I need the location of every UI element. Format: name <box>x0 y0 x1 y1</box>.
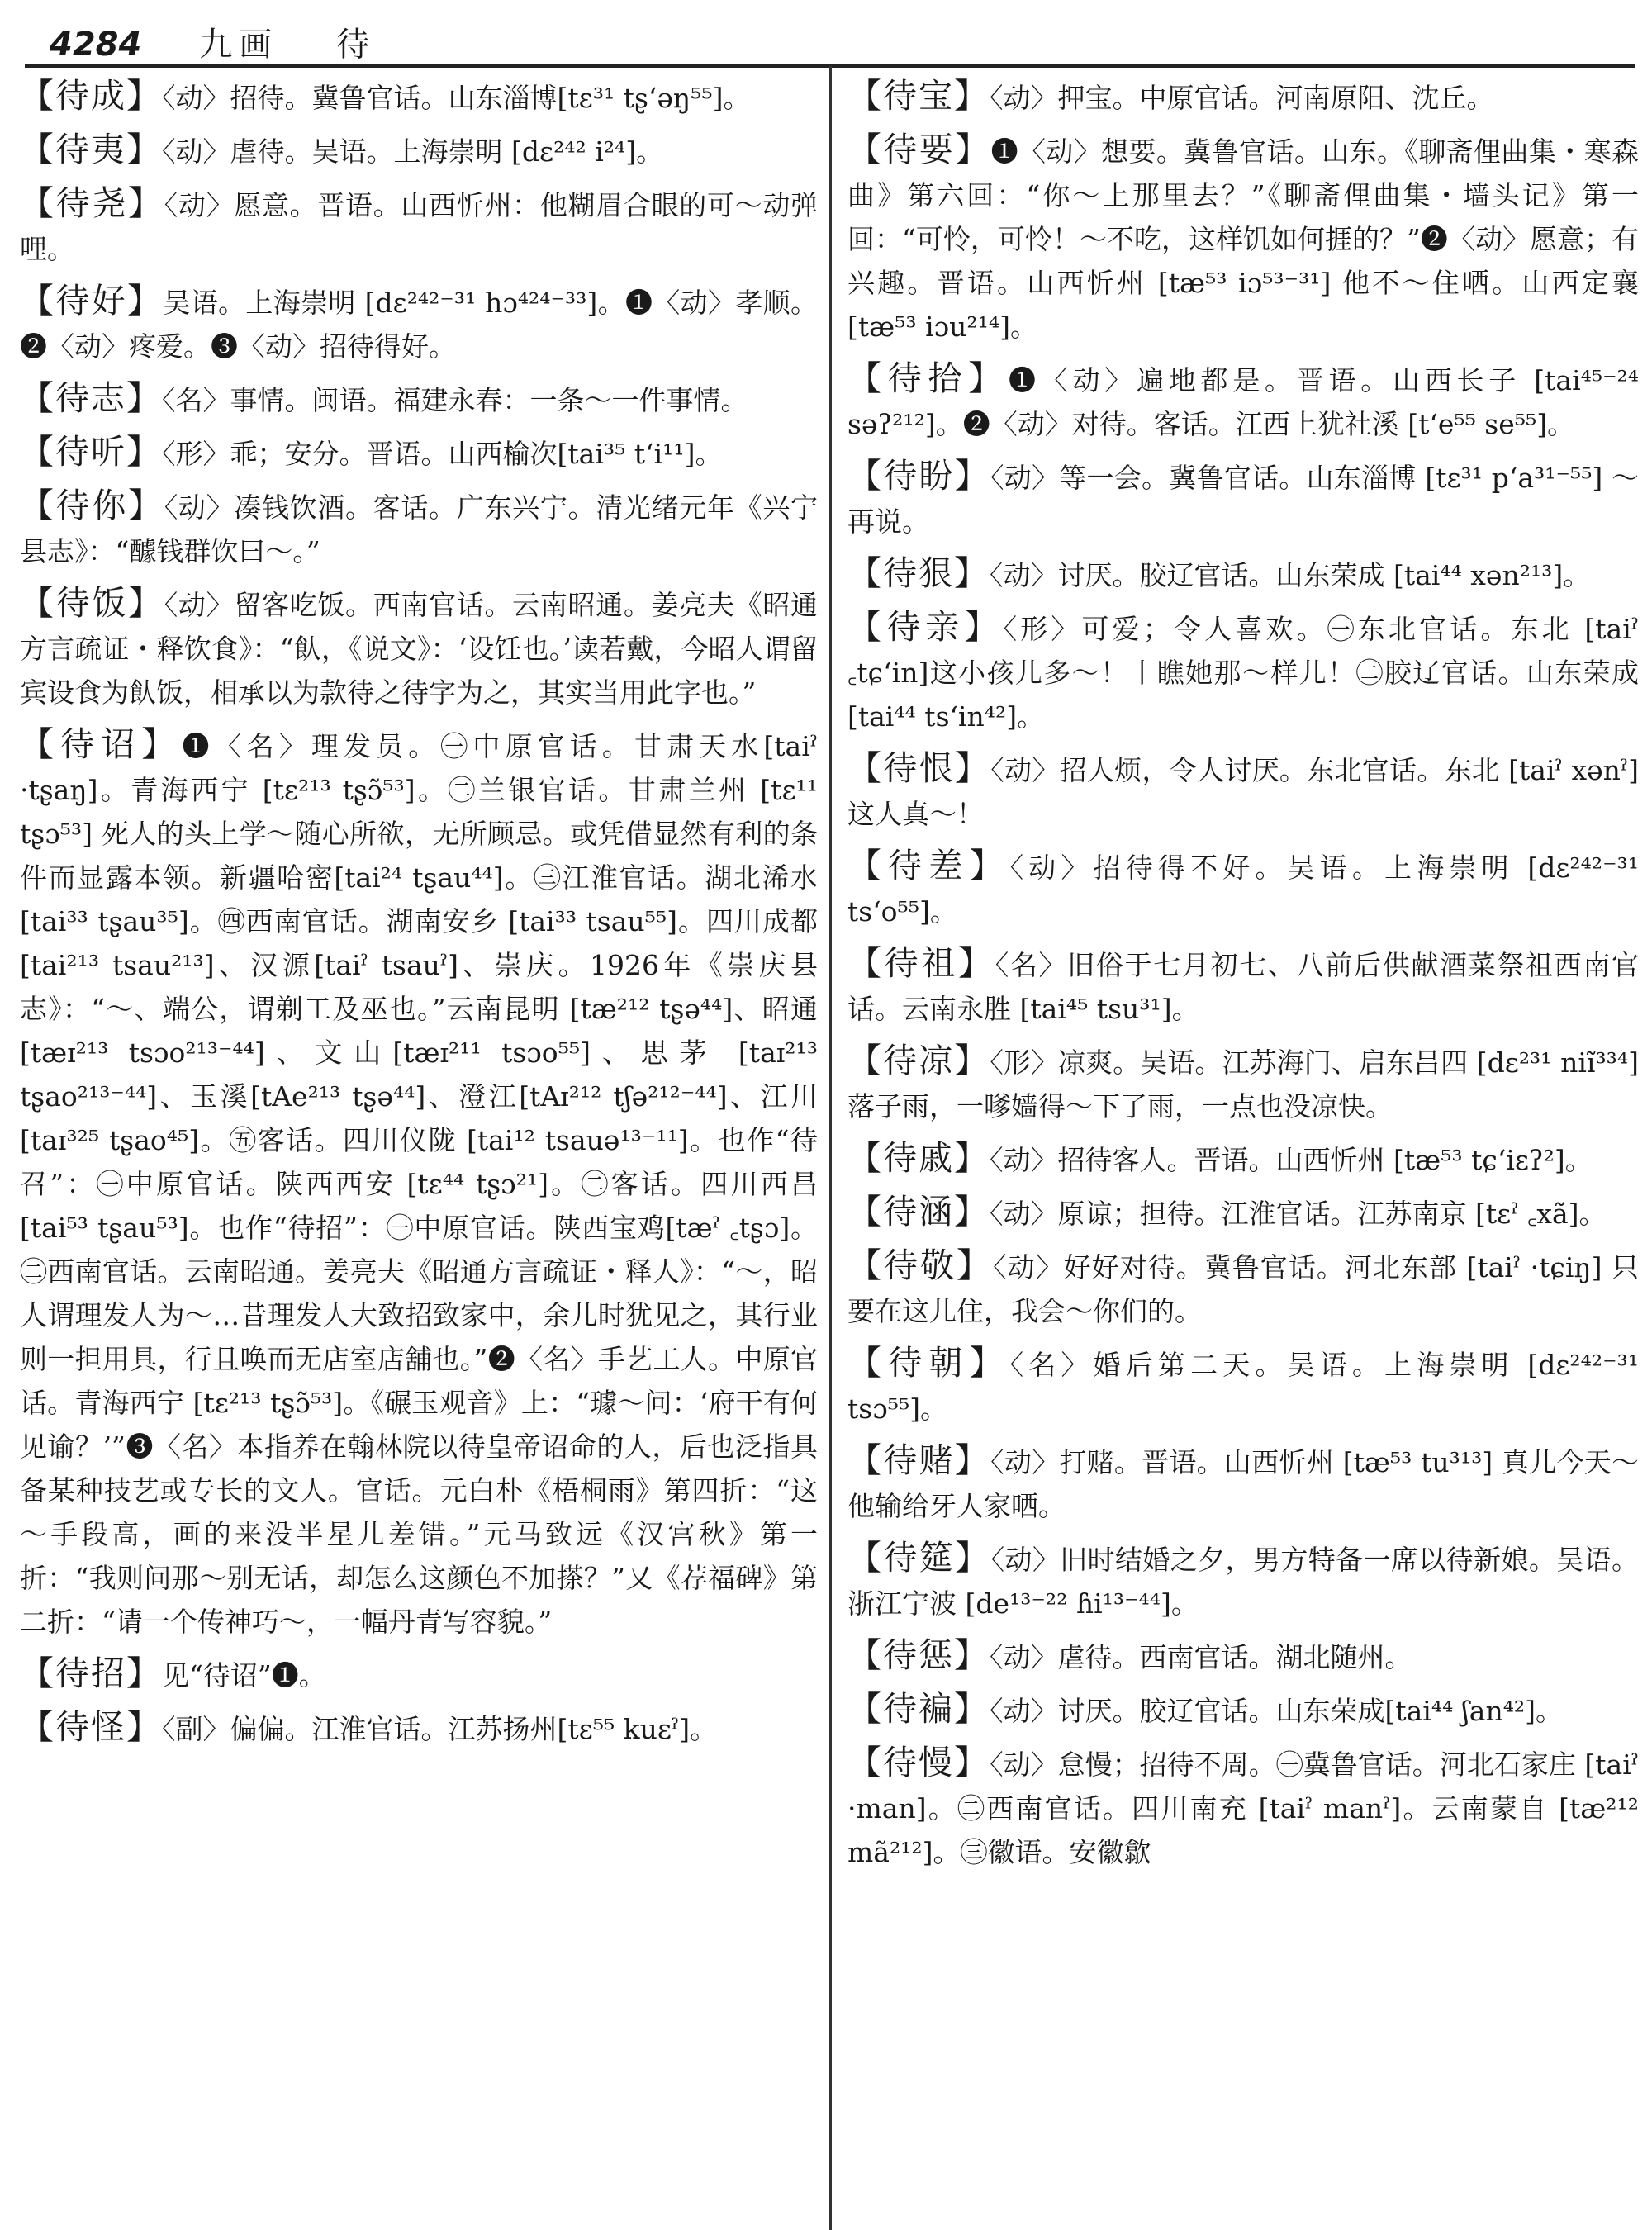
dictionary-entry <box>20 377 818 422</box>
dictionary-entry <box>20 74 818 120</box>
dictionary-entry <box>847 1741 1639 1874</box>
entry-definition: 〈动〉旧时结婚之夕，男方特备一席以待新娘。吴语。浙江宁波 [de¹³⁻²² ɦi¹³⁻⁴⁴]。 <box>847 1544 1639 1620</box>
entry-definition: 吴语。上海崇明 [dɛ²⁴²⁻³¹ hɔ⁴²⁴⁻³³]。❶〈动〉孝顺。❷〈动〉疼爱。❸〈动〉招待得好。 <box>20 287 818 363</box>
dictionary-entry <box>20 182 818 271</box>
entry-definition: 〈动〉招待得不好。吴语。上海崇明 [dɛ²⁴²⁻³¹ tsʻo⁵⁵]。 <box>847 852 1639 928</box>
entry-definition: 〈动〉押宝。中原官话。河南原阳、沈丘。 <box>990 82 1494 114</box>
entry-headword: 【待朝】 <box>847 1343 1010 1383</box>
header-character: 待 <box>336 26 370 64</box>
dictionary-entry <box>847 844 1639 933</box>
entry-headword: 【待亲】 <box>847 607 1004 647</box>
left-column <box>20 74 818 2222</box>
entry-definition: 〈动〉凑钱饮酒。客话。广东兴宁。清光绪元年《兴宁县志》：“醵钱群饮曰～。” <box>20 491 818 567</box>
dictionary-entry <box>20 581 818 714</box>
radical-stroke-label: 九画 <box>199 26 279 64</box>
dictionary-entry <box>847 605 1639 738</box>
entry-headword: 【待诏】 <box>20 724 183 764</box>
entry-headword: 【待恨】 <box>847 748 991 788</box>
dictionary-entry <box>847 1341 1639 1431</box>
entry-headword: 【待宝】 <box>847 76 990 116</box>
dictionary-entry <box>20 484 818 573</box>
entry-definition: 〈动〉愿意。晋语。山西忻州：他糊眉合眼的可～动弹哩。 <box>20 189 818 265</box>
entry-headword: 【待你】 <box>20 486 164 525</box>
entry-headword: 【待敬】 <box>847 1245 994 1285</box>
entry-definition: 〈动〉打赌。晋语。山西忻州 [tæ⁵³ tu³¹³] 真儿今天～他输给牙人家哂。 <box>847 1446 1639 1522</box>
entry-headword: 【待夷】 <box>20 130 162 169</box>
entry-definition: 〈动〉讨厌。胶辽官话。山东荣成[tai⁴⁴ ʃan⁴²]。 <box>990 1695 1564 1727</box>
dictionary-entry <box>847 1687 1639 1733</box>
entry-headword: 【待祖】 <box>847 943 995 983</box>
entry-headword: 【待赌】 <box>847 1440 991 1480</box>
entry-definition: 〈动〉虐待。西南官话。湖北随州。 <box>990 1641 1412 1673</box>
dictionary-entry <box>20 723 818 1644</box>
entry-definition: ❶〈名〉理发员。㊀中原官话。甘肃天水[taiˀ ·tʂaŋ]。青海西宁 [tɛ²¹³ tʂɔ̃⁵³]。㊁兰银官话。甘肃兰州 [tɛ¹¹ tʂɔ⁵³] 死人的头上学～随心所欲，无所顾忌。或凭借显然有利的条件而显露本领。新疆哈密[tai²⁴ tʂau⁴⁴]。㊂江淮官话。湖北浠水 [tai³³ tʂau³⁵]。㊃西南官话。湖南安乡 [tai³³ tsau⁵⁵]。四川成都[tai²¹³ tsau²¹³]、汉源[taiˀ tsauˀ]、崇庆。1926年《崇庆县志》：“～、端公，谓剃工及巫也。”云南昆明 [tæ²¹² tʂə⁴⁴]、昭通 [tæɪ²¹³ tsɔo²¹³⁻⁴⁴]、文山[tæɪ²¹¹ tsɔo⁵⁵]、思茅 [taɪ²¹³ tʂao²¹³⁻⁴⁴]、玉溪[tAe²¹³ tʂə⁴⁴]、澄江[tAɪ²¹² tʃə²¹²⁻⁴⁴]、江川[taɪ³²⁵ tʂao⁴⁵]。㊄客话。四川仪陇 [tai¹² tsauə¹³⁻¹¹]。也作“待召”：㊀中原官话。陕西西安 [tɛ⁴⁴ tʂɔ²¹]。㊁客话。四川西昌 [tai⁵³ tʂau⁵³]。也作“待招”：㊀中原官话。陕西宝鸡[tæˀ ꜀tʂɔ]。㊁西南官话。云南昭通。姜亮夫《昭通方言疏证・释人》：“～，昭人谓理发人为～…昔理发人大致招致家中，余儿时犹见之，其行业则一担用具，行且唤而无店室店舖也。”❷〈名〉手艺工人。中原官话。青海西宁 [tɛ²¹³ tʂɔ̃⁵³]。《碾玉观音》上：“璩～问：‘府干有何见谕？’”❸〈名〉本指养在翰林院以待皇帝诏命的人，后也泛指具备某种技艺或专长的文人。官话。元白朴《梧桐雨》第四折：“这～手段高，画的来没半星儿差错。”元马致远《汉宫秋》第一折：“我则问那～别无话，却怎么这颜色不加搽？”又《荐福碑》第二折：“请一个传神巧～，一幅丹青写容貌。” <box>20 730 818 1638</box>
dictionary-entry <box>847 1634 1639 1679</box>
entry-definition: ❶〈动〉遍地都是。晋语。山西长子 [tai⁴⁵⁻²⁴ səʔ²¹²]。❷〈动〉对待。客话。江西上犹社溪 [tʻe⁵⁵ se⁵⁵]。 <box>847 364 1639 440</box>
entry-headword: 【待招】 <box>20 1654 162 1693</box>
entry-headword: 【待尧】 <box>20 183 164 223</box>
dictionary-entry <box>20 430 818 476</box>
entry-headword: 【待拾】 <box>847 358 1009 398</box>
entry-definition: 〈名〉婚后第二天。吴语。上海崇明 [dɛ²⁴²⁻³¹ tsɔ⁵⁵]。 <box>847 1349 1639 1425</box>
dictionary-entry <box>847 454 1639 543</box>
column-divider <box>829 66 832 2230</box>
entry-definition: 〈名〉事情。闽语。福建永春：一条～一件事情。 <box>162 384 748 416</box>
entry-headword: 【待饭】 <box>20 583 164 623</box>
dictionary-entry <box>847 74 1639 120</box>
dictionary-entry <box>847 747 1639 836</box>
entry-definition: 见“待诏”❶。 <box>162 1659 326 1691</box>
dictionary-entry <box>847 1439 1639 1528</box>
entry-definition: 〈动〉招待。冀鲁官话。山东淄博[tɛ³¹ tʂʻəŋ⁵⁵]。 <box>162 82 751 114</box>
entry-definition: 〈形〉凉爽。吴语。江苏海门、启东吕四 [dɛ²³¹ niĩ³³⁴] 落子雨，一嗲嫱得～下了雨，一点也没凉快。 <box>847 1046 1639 1122</box>
entry-definition: 〈动〉留客吃饭。西南官话。云南昭通。姜亮夫《昭通方言疏证・释饮食》：“飤，《说文》：‘设饪也。’读若戴，今昭人谓留宾设食为飤饭，相承以为款待之待字为之，其实当用此字也。” <box>20 589 818 709</box>
entry-definition: 〈副〉偏偏。江淮官话。江苏扬州[tɛ⁵⁵ kuɛˀ]。 <box>162 1713 718 1745</box>
dictionary-entry <box>847 942 1639 1031</box>
entry-headword: 【待慢】 <box>847 1743 990 1782</box>
dictionary-entry <box>847 128 1639 349</box>
entry-headword: 【待志】 <box>20 378 162 418</box>
dictionary-entry <box>847 1190 1639 1236</box>
dictionary-entry <box>847 1136 1639 1182</box>
entry-headword: 【待盼】 <box>847 456 991 496</box>
entry-headword: 【待戚】 <box>847 1138 990 1178</box>
entry-headword: 【待成】 <box>20 76 162 116</box>
entry-headword: 【待凉】 <box>847 1041 990 1080</box>
entry-definition: 〈形〉乖；安分。晋语。山西榆次[tai³⁵ tʻi¹¹]。 <box>162 438 723 470</box>
entry-definition: 〈动〉讨厌。胶辽官话。山东荣成 [tai⁴⁴ xən²¹³]。 <box>990 559 1591 591</box>
entry-headword: 【待怪】 <box>20 1707 162 1747</box>
dictionary-entry <box>847 1536 1639 1625</box>
dictionary-entry <box>847 552 1639 597</box>
entry-definition: 〈动〉好好对待。冀鲁官话。河北东部 [taiˀ ·tɕiŋ] 只要在这儿住，我会～你们的。 <box>847 1251 1639 1327</box>
entry-headword: 【待要】 <box>847 130 991 169</box>
entry-headword: 【待筵】 <box>847 1538 991 1578</box>
dictionary-entry <box>20 279 818 368</box>
entry-headword: 【待差】 <box>847 846 1010 885</box>
entry-definition: 〈名〉旧俗于七月初七、八前后供献酒菜祭祖西南官话。云南永胜 [tai⁴⁵ tsu³¹]。 <box>847 949 1639 1025</box>
entry-definition: 〈动〉招人烦，令人讨厌。东北官话。东北 [taiˀ xənˀ] 这人真～！ <box>847 754 1639 830</box>
entry-headword: 【待听】 <box>20 432 162 472</box>
entry-headword: 【待褊】 <box>847 1689 990 1729</box>
entry-headword: 【待惩】 <box>847 1635 990 1675</box>
dictionary-entry <box>847 357 1639 446</box>
page-header <box>50 18 1602 68</box>
dictionary-entry <box>20 1652 818 1697</box>
entry-definition: 〈动〉招待客人。晋语。山西忻州 [tæ⁵³ tɕʻiɛʔ²]。 <box>990 1144 1593 1176</box>
dictionary-entry <box>847 1039 1639 1128</box>
dictionary-entry <box>20 1706 818 1751</box>
entry-headword: 【待涵】 <box>847 1192 990 1231</box>
dictionary-entry <box>847 1244 1639 1333</box>
dictionary-entry <box>20 128 818 173</box>
entry-definition: 〈动〉原谅；担待。江淮官话。江苏南京 [tɛˀ ꜀xã]。 <box>990 1198 1607 1230</box>
entry-definition: 〈动〉怠慢；招待不周。㊀冀鲁官话。河北石家庄 [taiˀ ·man]。㊁西南官话。四川南充 [taiˀ manˀ]。云南蒙自 [tæ²¹² mã²¹²]。㊂徽语。安徽歙 <box>847 1748 1639 1868</box>
entry-definition: 〈动〉等一会。冀鲁官话。山东淄博 [tɛ³¹ pʻa³¹⁻⁵⁵] ～再说。 <box>847 462 1639 538</box>
entry-definition: 〈动〉虐待。吴语。上海崇明 [dɛ²⁴² i²⁴]。 <box>162 135 664 168</box>
right-column <box>847 74 1639 2222</box>
entry-definition: 〈形〉可爱；令人喜欢。㊀东北官话。东北 [taiˀ ꜀tɕʻin]这小孩儿多～！丨瞧她那～样儿！㊁胶辽官话。山东荣成 [tai⁴⁴ tsʻin⁴²]。 <box>847 613 1639 733</box>
page-number: 4284 <box>50 26 142 64</box>
entry-definition: ❶〈动〉想要。冀鲁官话。山东。《聊斋俚曲集・寒森曲》第六回：“你～上那里去？”《聊斋俚曲集・墙头记》第一回：“可怜，可怜！～不吃，这样饥如何捱的？”❷〈动〉愿意；有兴趣。晋语。山西忻州 [tæ⁵³ iɔ⁵³⁻³¹] 他不～住哂。山西定襄 [tæ⁵³ iɔu²¹⁴]。 <box>847 135 1639 343</box>
entry-headword: 【待狠】 <box>847 553 990 593</box>
entry-headword: 【待好】 <box>20 281 164 320</box>
